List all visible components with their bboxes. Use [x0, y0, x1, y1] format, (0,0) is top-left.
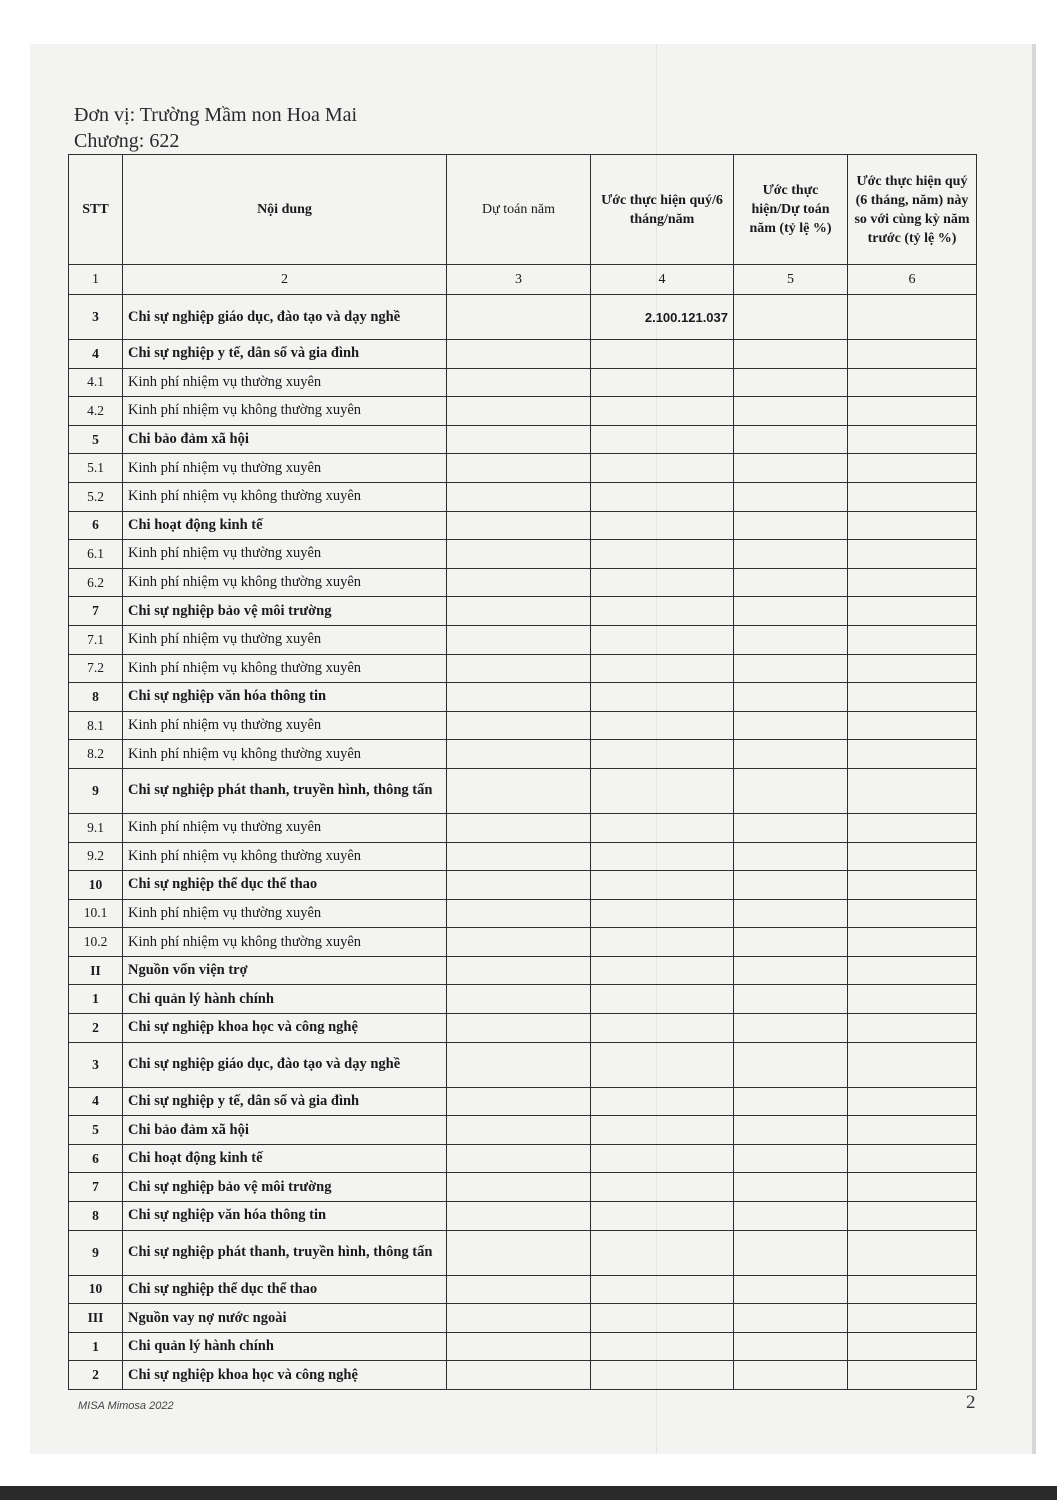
- row-stt: 1: [69, 1332, 123, 1361]
- row-stt: 4: [69, 340, 123, 369]
- row-stt: 9.2: [69, 842, 123, 871]
- header-annual-estimate: Dự toán năm: [447, 155, 591, 265]
- row-estimated-execution: [591, 368, 734, 397]
- row-yoy-ratio: [848, 740, 977, 769]
- row-yoy-ratio: [848, 871, 977, 900]
- row-content: Chi sự nghiệp giáo dục, đào tạo và dạy nghề: [123, 295, 447, 340]
- row-execution-ratio: [734, 1275, 848, 1304]
- row-stt: 4.2: [69, 397, 123, 426]
- row-annual-estimate: [447, 1042, 591, 1087]
- row-execution-ratio: [734, 511, 848, 540]
- row-estimated-execution: [591, 711, 734, 740]
- row-yoy-ratio: [848, 813, 977, 842]
- row-content: Kinh phí nhiệm vụ thường xuyên: [123, 899, 447, 928]
- table-row: [69, 683, 977, 712]
- table-row: [69, 454, 977, 483]
- row-execution-ratio: [734, 1361, 848, 1390]
- row-annual-estimate: [447, 454, 591, 483]
- table-row: [69, 295, 977, 340]
- row-stt: 4: [69, 1087, 123, 1116]
- row-stt: 7.2: [69, 654, 123, 683]
- row-execution-ratio: [734, 540, 848, 569]
- table-row: [69, 842, 977, 871]
- row-content: Kinh phí nhiệm vụ thường xuyên: [123, 368, 447, 397]
- row-execution-ratio: [734, 711, 848, 740]
- row-yoy-ratio: [848, 340, 977, 369]
- row-stt: 10: [69, 871, 123, 900]
- row-content: Nguồn vốn viện trợ: [123, 956, 447, 985]
- table-body: [69, 295, 977, 1390]
- row-execution-ratio: [734, 985, 848, 1014]
- row-execution-ratio: [734, 1087, 848, 1116]
- chapter-line: Chương: 622: [74, 130, 180, 152]
- page-edge: [1032, 44, 1036, 1454]
- row-stt: 7.1: [69, 625, 123, 654]
- row-content: Chi bảo đảm xã hội: [123, 425, 447, 454]
- row-annual-estimate: [447, 683, 591, 712]
- row-estimated-execution: [591, 899, 734, 928]
- row-annual-estimate: [447, 397, 591, 426]
- row-content: Chi quản lý hành chính: [123, 985, 447, 1014]
- row-execution-ratio: [734, 928, 848, 957]
- row-annual-estimate: [447, 928, 591, 957]
- header-content: Nội dung: [123, 155, 447, 265]
- row-yoy-ratio: [848, 295, 977, 340]
- row-stt: 1: [69, 985, 123, 1014]
- table-row: [69, 928, 977, 957]
- row-annual-estimate: [447, 740, 591, 769]
- row-content: Chi sự nghiệp văn hóa thông tin: [123, 1202, 447, 1231]
- row-yoy-ratio: [848, 1087, 977, 1116]
- row-stt: 5: [69, 425, 123, 454]
- row-estimated-execution: [591, 683, 734, 712]
- row-stt: 8.2: [69, 740, 123, 769]
- row-stt: 9.1: [69, 813, 123, 842]
- row-yoy-ratio: [848, 1014, 977, 1043]
- table-row: [69, 740, 977, 769]
- table-row: [69, 1042, 977, 1087]
- row-estimated-execution: [591, 1275, 734, 1304]
- table-row: [69, 397, 977, 426]
- row-execution-ratio: [734, 568, 848, 597]
- table-row: [69, 1116, 977, 1145]
- table-row: [69, 568, 977, 597]
- table-row: [69, 511, 977, 540]
- row-estimated-execution: [591, 540, 734, 569]
- row-estimated-execution: [591, 1087, 734, 1116]
- row-execution-ratio: [734, 1173, 848, 1202]
- row-stt: 10.2: [69, 928, 123, 957]
- row-content: Kinh phí nhiệm vụ không thường xuyên: [123, 740, 447, 769]
- column-number: 4: [591, 265, 734, 295]
- row-content: Chi sự nghiệp bảo vệ môi trường: [123, 1173, 447, 1202]
- row-content: Chi sự nghiệp khoa học và công nghệ: [123, 1014, 447, 1043]
- row-content: Kinh phí nhiệm vụ không thường xuyên: [123, 482, 447, 511]
- row-annual-estimate: [447, 956, 591, 985]
- row-content: Chi sự nghiệp thể dục thể thao: [123, 1275, 447, 1304]
- row-content: Chi sự nghiệp thể dục thể thao: [123, 871, 447, 900]
- row-content: Kinh phí nhiệm vụ không thường xuyên: [123, 654, 447, 683]
- row-yoy-ratio: [848, 1230, 977, 1275]
- row-yoy-ratio: [848, 842, 977, 871]
- row-yoy-ratio: [848, 368, 977, 397]
- row-stt: 8: [69, 683, 123, 712]
- header-yoy-ratio: Ước thực hiện quý (6 tháng, năm) này so với cùng kỳ năm trước (tỷ lệ %): [848, 155, 977, 265]
- row-execution-ratio: [734, 482, 848, 511]
- row-annual-estimate: [447, 768, 591, 813]
- row-execution-ratio: [734, 425, 848, 454]
- row-execution-ratio: [734, 740, 848, 769]
- table-row: [69, 340, 977, 369]
- row-annual-estimate: [447, 1230, 591, 1275]
- row-yoy-ratio: [848, 568, 977, 597]
- table-row: [69, 1173, 977, 1202]
- row-execution-ratio: [734, 1116, 848, 1145]
- table-row: [69, 625, 977, 654]
- row-execution-ratio: [734, 1304, 848, 1333]
- row-annual-estimate: [447, 625, 591, 654]
- row-yoy-ratio: [848, 956, 977, 985]
- row-stt: 5: [69, 1116, 123, 1145]
- row-stt: 2: [69, 1361, 123, 1390]
- software-footer: MISA Mimosa 2022: [78, 1400, 174, 1412]
- row-annual-estimate: [447, 1332, 591, 1361]
- row-annual-estimate: [447, 1173, 591, 1202]
- row-estimated-execution: 2.100.121.037: [591, 295, 734, 340]
- row-yoy-ratio: [848, 928, 977, 957]
- row-estimated-execution: [591, 1361, 734, 1390]
- table-row: [69, 482, 977, 511]
- table-row: [69, 956, 977, 985]
- row-execution-ratio: [734, 597, 848, 626]
- row-execution-ratio: [734, 1042, 848, 1087]
- row-annual-estimate: [447, 1275, 591, 1304]
- row-stt: 9: [69, 1230, 123, 1275]
- header-estimated-execution: Ước thực hiện quý/6 tháng/năm: [591, 155, 734, 265]
- row-annual-estimate: [447, 568, 591, 597]
- row-annual-estimate: [447, 295, 591, 340]
- row-content: Kinh phí nhiệm vụ thường xuyên: [123, 540, 447, 569]
- row-execution-ratio: [734, 1230, 848, 1275]
- row-stt: 2: [69, 1014, 123, 1043]
- header-execution-ratio: Ước thực hiện/Dự toán năm (tỷ lệ %): [734, 155, 848, 265]
- row-execution-ratio: [734, 654, 848, 683]
- row-annual-estimate: [447, 899, 591, 928]
- table-row: [69, 899, 977, 928]
- row-execution-ratio: [734, 397, 848, 426]
- row-stt: 8.1: [69, 711, 123, 740]
- column-number: 2: [123, 265, 447, 295]
- row-yoy-ratio: [848, 1275, 977, 1304]
- table-row: [69, 597, 977, 626]
- row-content: Chi sự nghiệp khoa học và công nghệ: [123, 1361, 447, 1390]
- row-yoy-ratio: [848, 768, 977, 813]
- row-stt: 5.1: [69, 454, 123, 483]
- row-estimated-execution: [591, 842, 734, 871]
- row-stt: 5.2: [69, 482, 123, 511]
- row-stt: 3: [69, 1042, 123, 1087]
- row-annual-estimate: [447, 1116, 591, 1145]
- column-number: 6: [848, 265, 977, 295]
- row-estimated-execution: [591, 454, 734, 483]
- row-execution-ratio: [734, 899, 848, 928]
- row-estimated-execution: [591, 1014, 734, 1043]
- row-annual-estimate: [447, 654, 591, 683]
- row-stt: 10.1: [69, 899, 123, 928]
- row-estimated-execution: [591, 625, 734, 654]
- row-execution-ratio: [734, 871, 848, 900]
- row-yoy-ratio: [848, 540, 977, 569]
- header-row: [69, 155, 977, 265]
- row-content: Chi sự nghiệp y tế, dân số và gia đình: [123, 1087, 447, 1116]
- row-content: Kinh phí nhiệm vụ thường xuyên: [123, 625, 447, 654]
- row-execution-ratio: [734, 340, 848, 369]
- row-annual-estimate: [447, 597, 591, 626]
- row-estimated-execution: [591, 1116, 734, 1145]
- table-row: [69, 813, 977, 842]
- row-annual-estimate: [447, 1304, 591, 1333]
- row-content: Chi sự nghiệp giáo dục, đào tạo và dạy nghề: [123, 1042, 447, 1087]
- row-estimated-execution: [591, 654, 734, 683]
- row-yoy-ratio: [848, 454, 977, 483]
- row-estimated-execution: [591, 985, 734, 1014]
- page-number: 2: [966, 1392, 976, 1413]
- row-execution-ratio: [734, 842, 848, 871]
- row-stt: 4.1: [69, 368, 123, 397]
- row-annual-estimate: [447, 871, 591, 900]
- row-estimated-execution: [591, 1304, 734, 1333]
- row-stt: 6.2: [69, 568, 123, 597]
- row-annual-estimate: [447, 1087, 591, 1116]
- row-execution-ratio: [734, 454, 848, 483]
- table-row: [69, 1014, 977, 1043]
- table-row: [69, 1332, 977, 1361]
- row-content: Chi bảo đảm xã hội: [123, 1116, 447, 1145]
- row-yoy-ratio: [848, 597, 977, 626]
- row-content: Chi sự nghiệp phát thanh, truyền hình, thông tấn: [123, 768, 447, 813]
- row-estimated-execution: [591, 597, 734, 626]
- row-estimated-execution: [591, 956, 734, 985]
- row-execution-ratio: [734, 295, 848, 340]
- row-annual-estimate: [447, 1144, 591, 1173]
- table-row: [69, 711, 977, 740]
- table-row: [69, 871, 977, 900]
- row-content: Chi sự nghiệp văn hóa thông tin: [123, 683, 447, 712]
- row-content: Chi hoạt động kinh tế: [123, 511, 447, 540]
- row-estimated-execution: [591, 813, 734, 842]
- row-annual-estimate: [447, 511, 591, 540]
- row-yoy-ratio: [848, 654, 977, 683]
- column-number: 3: [447, 265, 591, 295]
- row-content: Nguồn vay nợ nước ngoài: [123, 1304, 447, 1333]
- row-stt: 6: [69, 1144, 123, 1173]
- row-estimated-execution: [591, 1230, 734, 1275]
- row-execution-ratio: [734, 956, 848, 985]
- row-annual-estimate: [447, 711, 591, 740]
- table-row: [69, 1087, 977, 1116]
- table-row: [69, 425, 977, 454]
- table-row: [69, 654, 977, 683]
- row-stt: 9: [69, 768, 123, 813]
- row-estimated-execution: [591, 1202, 734, 1231]
- row-yoy-ratio: [848, 1144, 977, 1173]
- row-content: Chi sự nghiệp phát thanh, truyền hình, thông tấn: [123, 1230, 447, 1275]
- column-number: 1: [69, 265, 123, 295]
- row-estimated-execution: [591, 511, 734, 540]
- row-content: Chi hoạt động kinh tế: [123, 1144, 447, 1173]
- row-stt: 7: [69, 597, 123, 626]
- row-yoy-ratio: [848, 1332, 977, 1361]
- row-estimated-execution: [591, 740, 734, 769]
- row-stt: 8: [69, 1202, 123, 1231]
- row-yoy-ratio: [848, 683, 977, 712]
- row-execution-ratio: [734, 813, 848, 842]
- row-estimated-execution: [591, 397, 734, 426]
- row-content: Chi sự nghiệp y tế, dân số và gia đình: [123, 340, 447, 369]
- row-content: Kinh phí nhiệm vụ không thường xuyên: [123, 928, 447, 957]
- row-estimated-execution: [591, 482, 734, 511]
- row-execution-ratio: [734, 683, 848, 712]
- row-stt: 6: [69, 511, 123, 540]
- header-stt: STT: [69, 155, 123, 265]
- row-annual-estimate: [447, 1202, 591, 1231]
- row-content: Kinh phí nhiệm vụ thường xuyên: [123, 454, 447, 483]
- row-content: Chi quản lý hành chính: [123, 1332, 447, 1361]
- row-yoy-ratio: [848, 625, 977, 654]
- table-row: [69, 540, 977, 569]
- row-yoy-ratio: [848, 482, 977, 511]
- row-yoy-ratio: [848, 711, 977, 740]
- row-execution-ratio: [734, 625, 848, 654]
- row-yoy-ratio: [848, 425, 977, 454]
- table-row: [69, 1361, 977, 1390]
- row-execution-ratio: [734, 368, 848, 397]
- row-estimated-execution: [591, 1042, 734, 1087]
- row-content: Kinh phí nhiệm vụ thường xuyên: [123, 711, 447, 740]
- row-content: Chi sự nghiệp bảo vệ môi trường: [123, 597, 447, 626]
- table-row: [69, 1144, 977, 1173]
- scanner-border: [0, 1486, 1057, 1500]
- row-stt: II: [69, 956, 123, 985]
- row-yoy-ratio: [848, 1304, 977, 1333]
- row-content: Kinh phí nhiệm vụ không thường xuyên: [123, 397, 447, 426]
- row-execution-ratio: [734, 1014, 848, 1043]
- document-header: [74, 102, 357, 154]
- row-estimated-execution: [591, 928, 734, 957]
- row-content: Kinh phí nhiệm vụ không thường xuyên: [123, 842, 447, 871]
- row-annual-estimate: [447, 1361, 591, 1390]
- row-annual-estimate: [447, 368, 591, 397]
- row-annual-estimate: [447, 340, 591, 369]
- row-stt: 10: [69, 1275, 123, 1304]
- row-yoy-ratio: [848, 1116, 977, 1145]
- row-yoy-ratio: [848, 511, 977, 540]
- table-row: [69, 1304, 977, 1333]
- row-estimated-execution: [591, 871, 734, 900]
- column-number-row: [69, 265, 977, 295]
- table-row: [69, 368, 977, 397]
- row-yoy-ratio: [848, 1173, 977, 1202]
- row-yoy-ratio: [848, 1202, 977, 1231]
- row-estimated-execution: [591, 1144, 734, 1173]
- row-estimated-execution: [591, 568, 734, 597]
- table-row: [69, 768, 977, 813]
- row-execution-ratio: [734, 1144, 848, 1173]
- row-annual-estimate: [447, 985, 591, 1014]
- row-estimated-execution: [591, 340, 734, 369]
- row-content: Kinh phí nhiệm vụ thường xuyên: [123, 813, 447, 842]
- row-execution-ratio: [734, 1332, 848, 1361]
- row-estimated-execution: [591, 768, 734, 813]
- row-yoy-ratio: [848, 985, 977, 1014]
- row-estimated-execution: [591, 1173, 734, 1202]
- row-annual-estimate: [447, 1014, 591, 1043]
- table-row: [69, 985, 977, 1014]
- table-row: [69, 1202, 977, 1231]
- table-row: [69, 1230, 977, 1275]
- row-yoy-ratio: [848, 1042, 977, 1087]
- row-annual-estimate: [447, 813, 591, 842]
- row-stt: 3: [69, 295, 123, 340]
- row-estimated-execution: [591, 425, 734, 454]
- row-yoy-ratio: [848, 1361, 977, 1390]
- table-row: [69, 1275, 977, 1304]
- row-annual-estimate: [447, 540, 591, 569]
- row-stt: III: [69, 1304, 123, 1333]
- column-number: 5: [734, 265, 848, 295]
- row-annual-estimate: [447, 842, 591, 871]
- row-annual-estimate: [447, 482, 591, 511]
- row-stt: 7: [69, 1173, 123, 1202]
- unit-line: Đơn vị: Trường Mầm non Hoa Mai: [74, 104, 358, 126]
- row-execution-ratio: [734, 768, 848, 813]
- row-annual-estimate: [447, 425, 591, 454]
- row-stt: 6.1: [69, 540, 123, 569]
- row-yoy-ratio: [848, 899, 977, 928]
- row-execution-ratio: [734, 1202, 848, 1231]
- row-estimated-execution: [591, 1332, 734, 1361]
- row-yoy-ratio: [848, 397, 977, 426]
- budget-table: [68, 154, 977, 1390]
- row-content: Kinh phí nhiệm vụ không thường xuyên: [123, 568, 447, 597]
